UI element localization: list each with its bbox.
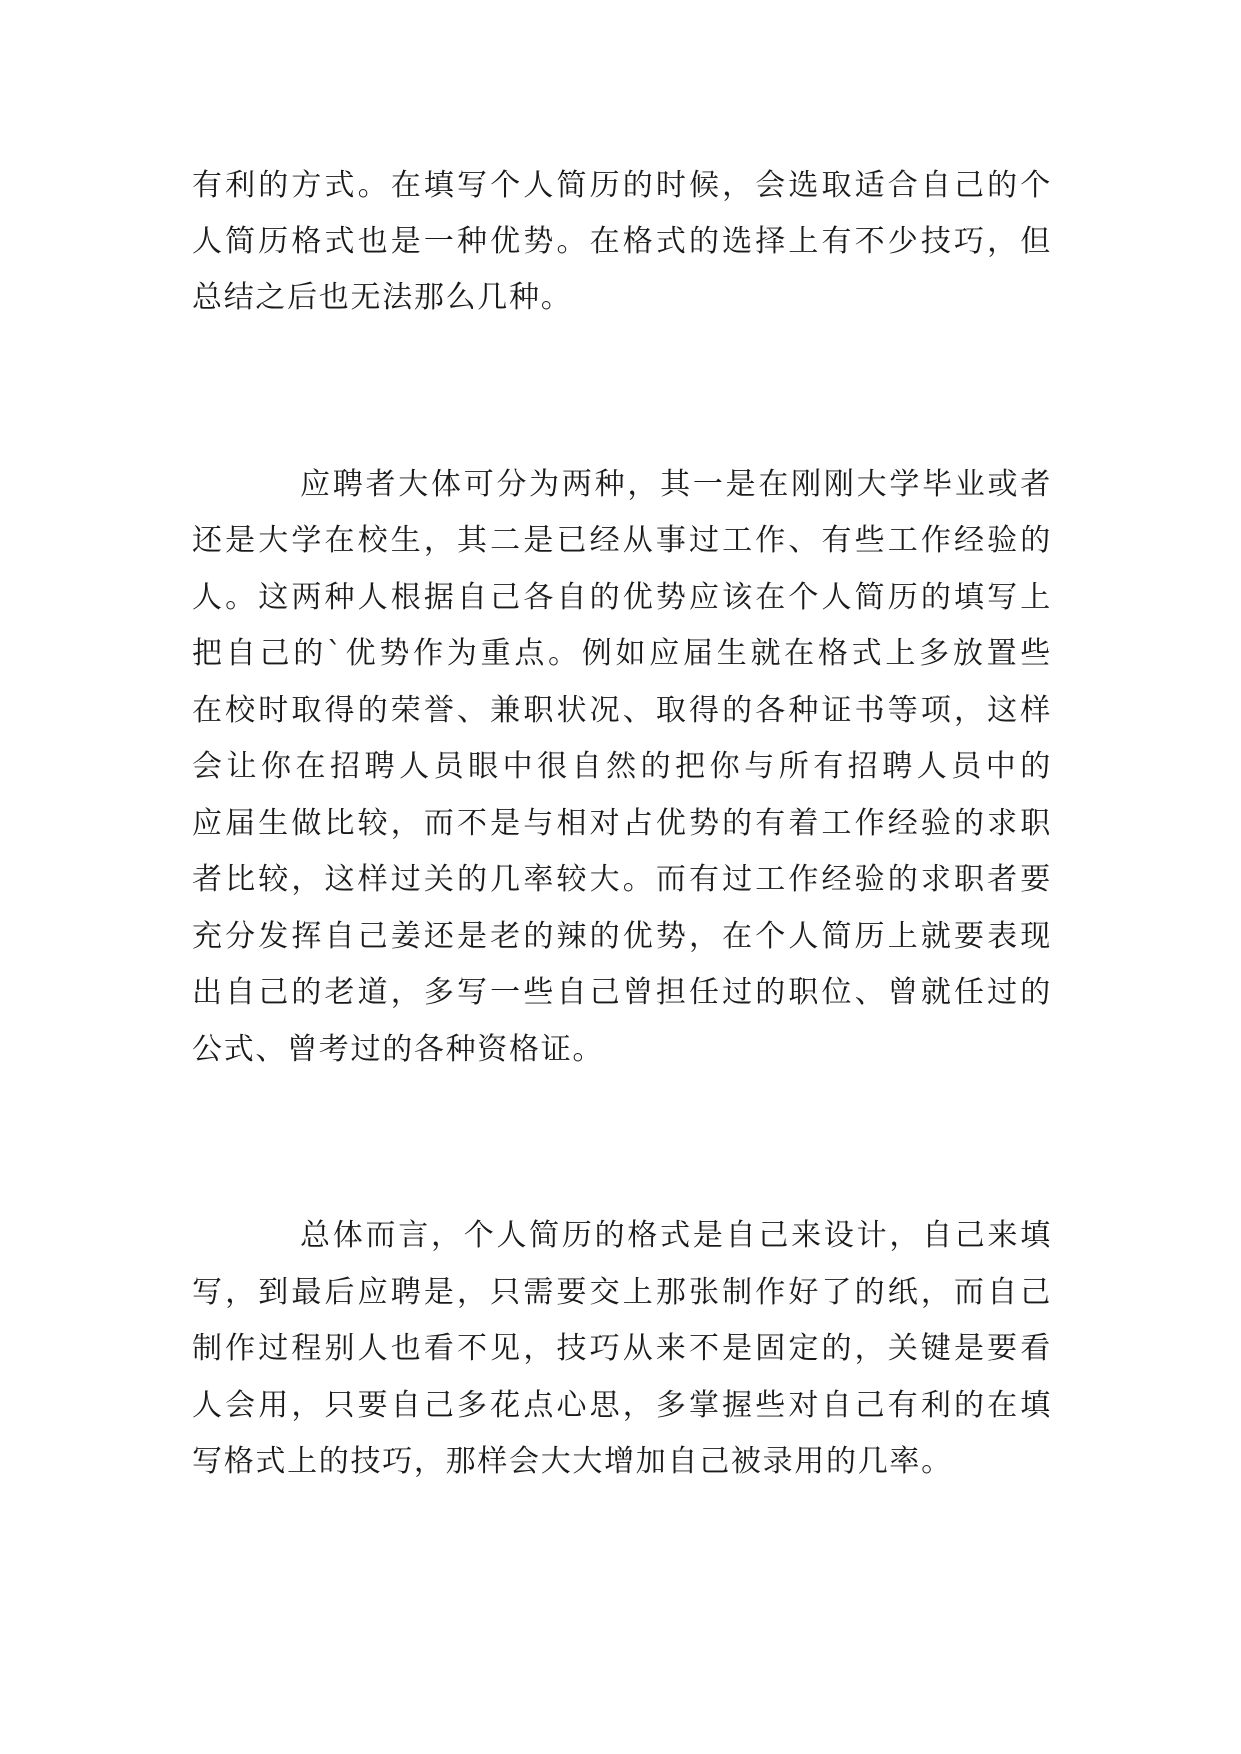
text-line: 应届生做比较，而不是与相对占优势的有着工作经验的求职 (192, 806, 1052, 841)
text-line: 会让你在招聘人员眼中很自然的把你与所有招聘人员中的 (192, 749, 1052, 784)
text-line: 人。这两种人根据自己各自的优势应该在个人简历的填写上 (192, 580, 1052, 615)
text-line: 有利的方式。在填写个人简历的时候，会选取适合自己的个 (192, 168, 1052, 203)
text-line: 把自己的`优势作为重点。例如应届生就在格式上多放置些 (192, 636, 1052, 671)
text-line: 出自己的老道，多写一些自己曾担任过的职位、曾就任过的 (192, 975, 1052, 1010)
text-line: 公式、曾考过的各种资格证。 (192, 1032, 605, 1067)
text-line: 人简历格式也是一种优势。在格式的选择上有不少技巧，但 (192, 224, 1052, 259)
text-line: 总结之后也无法那么几种。 (192, 280, 573, 315)
text-line: 还是大学在校生，其二是已经从事过工作、有些工作经验的 (192, 523, 1052, 558)
text-line: 写，到最后应聘是，只需要交上那张制作好了的纸，而自己 (192, 1275, 1052, 1310)
text-line: 充分发挥自己姜还是老的辣的优势，在个人简历上就要表现 (192, 919, 1052, 954)
text-line: 写格式上的技巧，那样会大大增加自己被录用的几率。 (192, 1444, 953, 1479)
text-line: 应聘者大体可分为两种，其一是在刚刚大学毕业或者 (300, 467, 1052, 502)
text-line: 人会用，只要自己多花点心思，多掌握些对自己有利的在填 (192, 1388, 1052, 1423)
text-line: 在校时取得的荣誉、兼职状况、取得的各种证书等项，这样 (192, 693, 1052, 728)
text-line: 者比较，这样过关的几率较大。而有过工作经验的求职者要 (192, 862, 1052, 897)
text-line: 总体而言，个人简历的格式是自己来设计，自己来填 (300, 1218, 1052, 1253)
text-line: 制作过程别人也看不见，技巧从来不是固定的，关键是要看 (192, 1331, 1052, 1366)
